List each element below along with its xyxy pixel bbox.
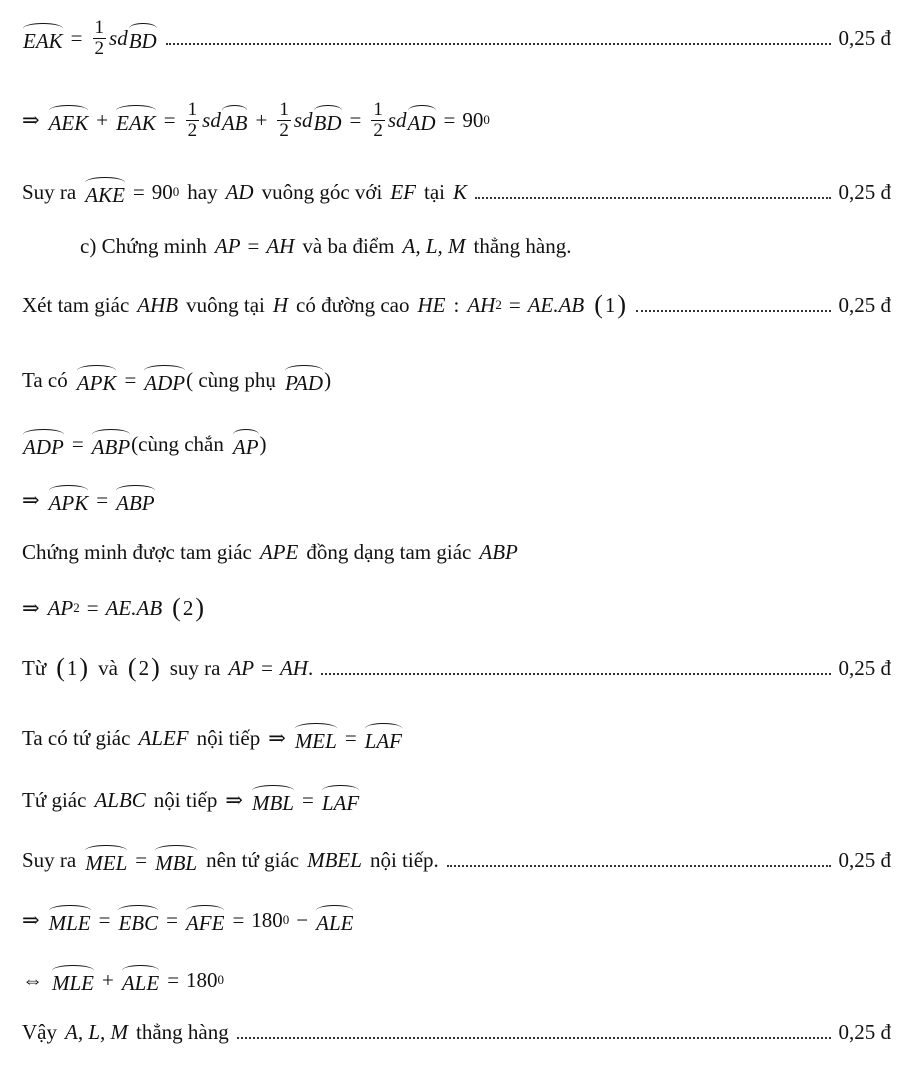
line-apk-abp: ⇒ APK = ABP [22, 480, 891, 520]
line-mle-ebc: ⇒ MLE = EBC = AFE = 180 0 − ALE [22, 900, 891, 940]
dot-leader [166, 43, 831, 45]
score-1: 0,25 đ [838, 25, 891, 50]
score-5: 0,25 đ [838, 847, 891, 872]
score-6: 0,25 đ [838, 1019, 891, 1044]
score-4: 0,25 đ [838, 655, 891, 680]
line-aek-sum: ⇒ AEK + EAK = $\frac{1}{2}$ sd AB + $\frac{1}{2}$ sd BD = $\frac{1}{2}$ sd AD = 90 0 [22, 98, 490, 141]
line-adp-abp: ADP = ABP (cùng chắn AP ) [22, 424, 891, 464]
part-c-heading: c) Chứng minh AP = AH và ba điểm A, L, M thẳng hàng. [80, 233, 572, 258]
line-similar: Chứng minh được tam giác APE đồng dạng tam giác ABP [22, 539, 518, 564]
line-alef: Ta có tứ giác ALEF nội tiếp ⇒ MEL = LAF [22, 718, 891, 758]
line-ap2: ⇒ AP 2 = AE.AB ( 2 ) [22, 593, 205, 622]
angle-eak: EAK [23, 23, 63, 54]
line-ahb: Xét tam giác AHB vuông tại H có đường cao HE : AH 2 = AE.AB ( 1 ) 0,25 đ [22, 290, 891, 319]
line-apk-adp: Ta có APK = ADP ( cùng phụ PAD ) [22, 360, 891, 400]
line-mle-ale: ⇔ MLE + ALE = 180 0 [22, 960, 891, 1000]
line-eak: EAK = $\frac{1}{2}$ sd BD 0,25 đ [23, 16, 891, 59]
line-albc: Tứ giác ALBC nội tiếp ⇒ MBL = LAF [22, 780, 891, 820]
line-ake: Suy ra AKE = 90 0 hay AD vuông góc với EF tại K 0,25 đ [22, 172, 891, 212]
score-3: 0,25 đ [838, 292, 891, 317]
line-ap-ah: Từ ( 1 ) và ( 2 ) suy ra AP = AH . 0,25 đ [22, 653, 891, 682]
score-2: 0,25 đ [838, 179, 891, 204]
line-mbel: Suy ra MEL = MBL nên tứ giác MBEL nội tiếp. 0,25 đ [22, 840, 891, 880]
line-conclusion: Vậy A, L, M thẳng hàng 0,25 đ [22, 1019, 891, 1044]
fraction-half: $\frac{1}{2}$ [94, 16, 105, 59]
